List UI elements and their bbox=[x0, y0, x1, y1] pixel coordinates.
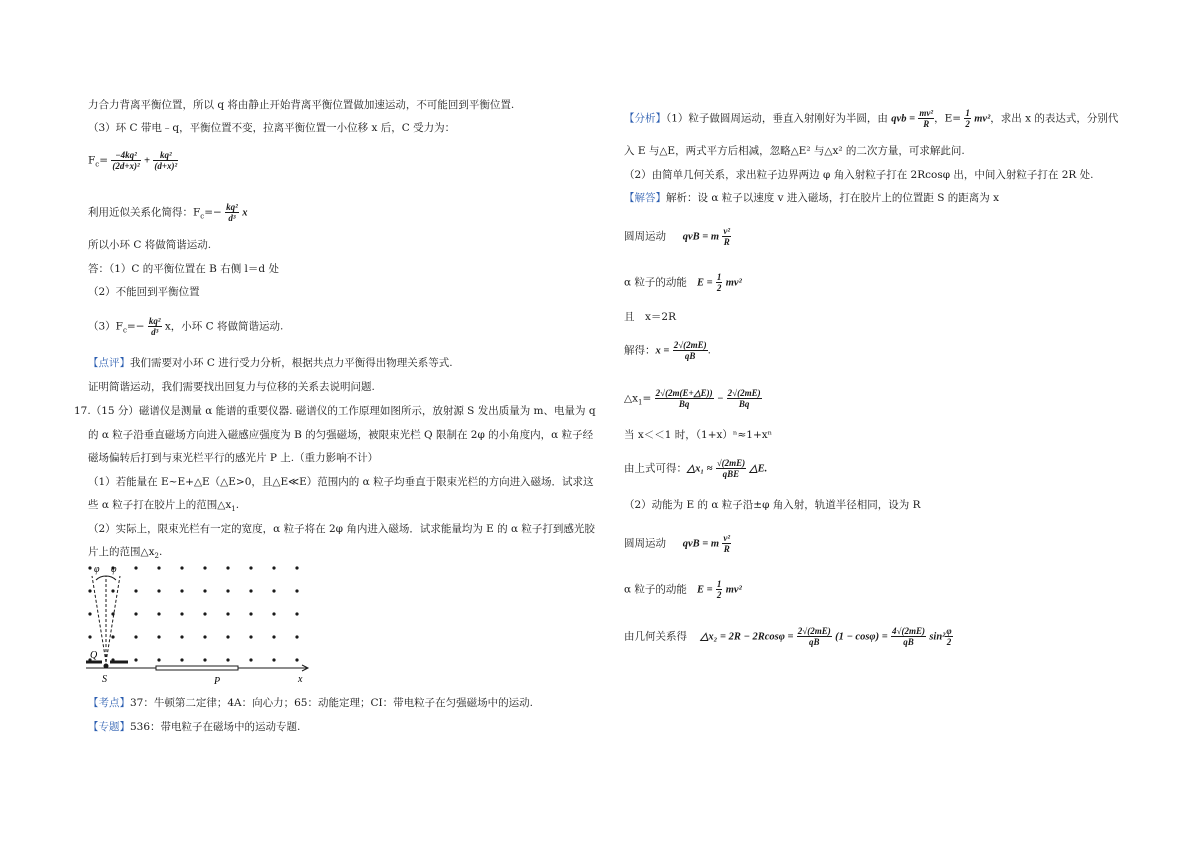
angle-arc-left bbox=[96, 576, 106, 580]
phi-label-right: φ bbox=[111, 564, 117, 575]
circular-motion-eq-2: 圆周运动 qvB = m $\frac{\text{v²}}{R}$ bbox=[624, 533, 731, 554]
field-dot bbox=[272, 589, 275, 592]
field-dot bbox=[157, 658, 160, 661]
field-dot bbox=[203, 635, 206, 638]
field-dot bbox=[226, 635, 229, 638]
text-line: 些 α 粒子打在胶片上的范围$\triangle x_1$. bbox=[88, 499, 240, 514]
solve-x-eq: 解得：x = $\frac{2√(2mE)}{qB}$ . bbox=[624, 340, 711, 361]
field-dot bbox=[134, 612, 137, 615]
field-dot bbox=[180, 566, 183, 569]
field-dot bbox=[111, 589, 114, 592]
field-dot bbox=[295, 635, 298, 638]
field-dot bbox=[157, 612, 160, 615]
text-line: 所以小环 C 将做简谐运动. bbox=[88, 239, 212, 251]
text-line: 当 x＜＜1 时，（1+x）ⁿ≈1+xⁿ bbox=[624, 429, 773, 441]
field-dot bbox=[249, 658, 252, 661]
field-dot bbox=[134, 635, 137, 638]
field-dot bbox=[272, 612, 275, 615]
phi-label-left: φ bbox=[94, 564, 100, 575]
text-line: 证明简谐运动，我们需要找出回复力与位移的关系去说明问题. bbox=[88, 381, 375, 393]
field-dot bbox=[295, 612, 298, 615]
p-label: P bbox=[214, 676, 221, 686]
field-dot bbox=[226, 658, 229, 661]
field-dot bbox=[226, 612, 229, 615]
x-axis-label: x bbox=[298, 674, 303, 685]
field-dot bbox=[180, 658, 183, 661]
knowledge-points: 【考点】37：牛顿第二定律；4A：向心力；65：动能定理；CI：带电粒子在匀强磁场中的运动. bbox=[88, 697, 534, 709]
film-p bbox=[156, 666, 238, 670]
analysis-line: 【分析】（1）粒子做圆周运动，垂直入射刚好为半圆，由 qvb = $\frac{\text{mv²}}{R}$ ，E= $\frac{1}{2}$ mv²，求出 x 的表达式，分别代 bbox=[624, 108, 1119, 129]
text-line: （1）若能量在 E~E+△E（△E>0，且△E≪E）范围内的 α 粒子均垂直于限束光栏的方向进入磁场．试求这 bbox=[88, 476, 594, 488]
field-dot bbox=[249, 566, 252, 569]
field-dot bbox=[295, 589, 298, 592]
approx-equation: 利用近似关系化简得：$F_c=-$ $\frac{\text{kq²}}{\text{d³}}$ x bbox=[88, 202, 248, 223]
field-dot bbox=[88, 635, 91, 638]
field-dot bbox=[180, 635, 183, 638]
field-dot bbox=[249, 612, 252, 615]
field-dot bbox=[249, 589, 252, 592]
text-line: 入 E 与△E，两式平方后相减，忽略△E² 与△x² 的二次方量，可求解此问. bbox=[624, 145, 965, 157]
circular-motion-eq: 圆周运动 qvB = m $\frac{\text{v²}}{R}$ bbox=[624, 226, 731, 247]
kinetic-energy-eq: α 粒子的动能 E = $\frac{1}{2}$ mv² bbox=[624, 272, 742, 293]
q-label: Q bbox=[90, 650, 98, 661]
field-dot bbox=[88, 566, 91, 569]
delta-x1-result: 由上式可得：△x₁ ≈ $\frac{√(2mE)}{\text{qBE}}$ △E. bbox=[624, 458, 768, 479]
delta-x1-eq: $\triangle x_1=$ $\frac{2√(2m(E+\triangle E))}{Bq}$ − $\frac{2√(2mE)}{Bq}$ bbox=[624, 388, 761, 409]
kinetic-energy-eq-2: α 粒子的动能 E = $\frac{1}{2}$ mv² bbox=[624, 579, 742, 600]
right-ray bbox=[106, 576, 120, 662]
text-line: 的 α 粒子沿垂直磁场方向进入磁感应强度为 B 的匀强磁场，被限束光栏 Q 限制在 2φ 的小角度内，α 粒子经 bbox=[88, 429, 594, 441]
delta-x2-eq: 由几何关系得 △x₂ = 2R − 2Rcosφ = $\frac{2√(2mE)}{qB}$ (1 − cosφ) = $\frac{4√(2mE)}{qB}$ sin² $\frac{\varphi}{2}$ bbox=[624, 626, 952, 647]
answer-3: $(3)F_c=-$ $\frac{\text{kq²}}{\text{d³}}$ x，小环 C 将做简谐运动. bbox=[88, 316, 284, 337]
question-17: 17.（15 分）磁谱仪是测量 α 能谱的重要仪器. 磁谱仪的工作原理如图所示，放射源 S 发出质量为 m、电量为 q bbox=[74, 405, 596, 417]
field-dot bbox=[180, 612, 183, 615]
field-dot bbox=[295, 566, 298, 569]
spectrometer-figure bbox=[84, 560, 320, 686]
field-dot bbox=[203, 658, 206, 661]
text-line: 力合力背离平衡位置，所以 q 将由静止开始背离平衡位置做加速运动，不可能回到平衡位置. bbox=[88, 99, 515, 111]
field-dot bbox=[134, 658, 137, 661]
source-s bbox=[104, 664, 109, 669]
text-line: 答：（1）C 的平衡位置在 B 右侧 l＝d 处 bbox=[88, 263, 279, 275]
field-dot bbox=[134, 589, 137, 592]
text-line: 片上的范围$\triangle x_2$. bbox=[88, 546, 163, 561]
s-label: S bbox=[102, 674, 107, 685]
field-dot bbox=[203, 566, 206, 569]
field-dot bbox=[272, 658, 275, 661]
field-dot bbox=[88, 589, 91, 592]
text-line: （2）动能为 E 的 α 粒子沿±φ 角入射，轨道半径相同，设为 R bbox=[624, 499, 921, 511]
force-equation: $F_c=$ $\frac{\text{−4kq²}}{\text{(2d+x)²}}$ + $\frac{\text{kq²}}{\text{(d+x)²}}$ bbox=[88, 150, 178, 171]
field-dot bbox=[134, 566, 137, 569]
solution-line: 【解答】解析：设 α 粒子以速度 v 进入磁场，打在胶片上的位置距 S 的距离为 x bbox=[624, 192, 999, 204]
magnetic-field-dots bbox=[88, 566, 298, 661]
field-dot bbox=[203, 612, 206, 615]
field-dot bbox=[226, 566, 229, 569]
field-dot bbox=[226, 589, 229, 592]
field-dot bbox=[180, 589, 183, 592]
field-dot bbox=[157, 589, 160, 592]
text-line: （2）不能回到平衡位置 bbox=[88, 286, 200, 298]
field-dot bbox=[272, 635, 275, 638]
field-dot bbox=[249, 635, 252, 638]
field-dot bbox=[295, 658, 298, 661]
text-line: 且 x＝2R bbox=[624, 311, 677, 323]
text-line: （2）由简单几何关系，求出粒子边界两边 φ 角入射粒子打在 2Rcosφ 出，中间入射粒子打在 2R 处. bbox=[624, 169, 1094, 181]
text-line: （2）实际上，限束光栏有一定的宽度，α 粒子将在 2φ 角内进入磁场．试求能量均为 E 的 α 粒子打到感光胶 bbox=[88, 523, 595, 535]
field-dot bbox=[111, 635, 114, 638]
field-dot bbox=[157, 566, 160, 569]
comment-line: 【点评】我们需要对小环 C 进行受力分析，根据共点力平衡得出物理关系等式. bbox=[88, 357, 453, 369]
field-dot bbox=[157, 635, 160, 638]
field-dot bbox=[88, 612, 91, 615]
text-line: 磁场偏转后打到与束光栏平行的感光片 P 上.（重力影响不计） bbox=[88, 452, 379, 464]
text-line: （3）环 C 带电﹣q，平衡位置不变，拉离平衡位置一小位移 x 后，C 受力为： bbox=[88, 122, 456, 134]
field-dot bbox=[203, 589, 206, 592]
angle-arc-right bbox=[106, 576, 116, 580]
field-dot bbox=[272, 566, 275, 569]
topic-line: 【专题】536：带电粒子在磁场中的运动专题. bbox=[88, 721, 301, 733]
